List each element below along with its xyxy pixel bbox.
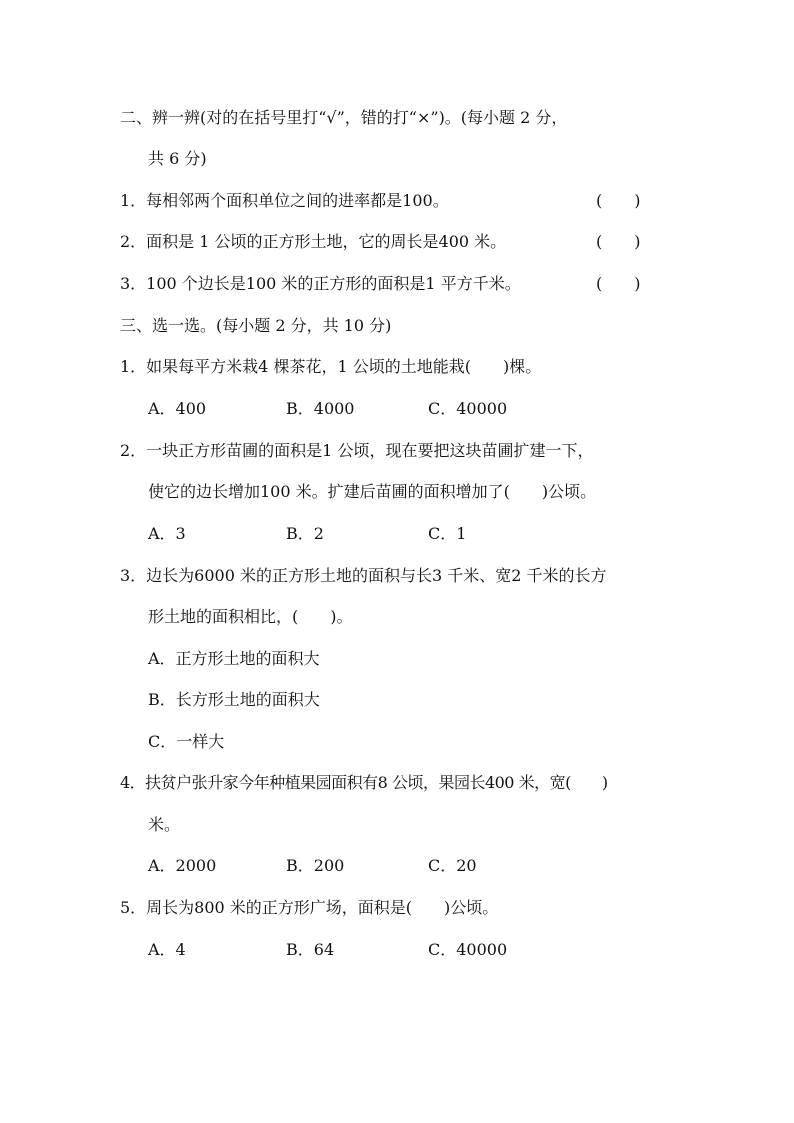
choice-q3-option-a[interactable]: A．正方形土地的面积大 [148,649,320,668]
judge-item-3: 3．100 个边长是100 米的正方形的面积是1 平方千米。 [120,274,521,293]
choice-q4-option-c[interactable]: C．20 [428,856,477,875]
choice-q5-text: 5．周长为800 米的正方形广场，面积是( )公顷。 [120,898,499,917]
choice-q1-option-c[interactable]: C．40000 [428,399,508,418]
choice-q1-text: 1．如果每平方米栽4 棵茶花，1 公顷的土地能栽( )棵。 [120,357,542,376]
choice-q2-text-line2: 使它的边长增加100 米。扩建后苗圃的面积增加了( )公顷。 [148,482,597,501]
choice-q3-option-c[interactable]: C．一样大 [148,732,225,751]
choice-q2-option-c[interactable]: C．1 [428,524,467,543]
choice-q1-option-a[interactable]: A．400 [148,399,207,418]
choice-q4-text-line1: 4．扶贫户张升家今年种植果园面积有8 公顷，果园长400 米，宽( ) [120,773,608,792]
section2-heading-line1: 二、辨一辨(对的在括号里打“√”，错的打“×”)。(每小题 2 分， [120,108,568,127]
judge-item-1: 1．每相邻两个面积单位之间的进率都是100。 [120,191,449,210]
section3-heading: 三、选一选。(每小题 2 分，共 10 分) [120,316,392,335]
judge-answer-paren-2[interactable]: ( ) [596,232,641,251]
choice-q2-text-line1: 2．一块正方形苗圃的面积是1 公顷，现在要把这块苗圃扩建一下， [120,441,594,460]
choice-q2-option-a[interactable]: A．3 [148,524,186,543]
choice-q4-option-a[interactable]: A．2000 [148,856,217,875]
choice-q4-text-line2: 米。 [148,815,181,834]
choice-q5-option-c[interactable]: C．40000 [428,940,508,959]
judge-answer-paren-1[interactable]: ( ) [596,191,641,210]
judge-item-2: 2．面积是 1 公顷的正方形土地，它的周长是400 米。 [120,232,507,251]
choice-q5-option-b[interactable]: B．64 [286,940,335,959]
choice-q2-option-b[interactable]: B．2 [286,524,324,543]
choice-q3-text-line2: 形土地的面积相比，( )。 [148,607,353,626]
judge-answer-paren-3[interactable]: ( ) [596,274,641,293]
choice-q1-option-b[interactable]: B．4000 [286,399,355,418]
choice-q5-option-a[interactable]: A．4 [148,940,186,959]
choice-q3-text-line1: 3．边长为6000 米的正方形土地的面积与长3 千米、宽2 千米的长方 [120,566,607,585]
choice-q3-option-b[interactable]: B．长方形土地的面积大 [148,690,320,709]
choice-q4-option-b[interactable]: B．200 [286,856,345,875]
section2-heading-line2: 共 6 分) [148,149,207,168]
